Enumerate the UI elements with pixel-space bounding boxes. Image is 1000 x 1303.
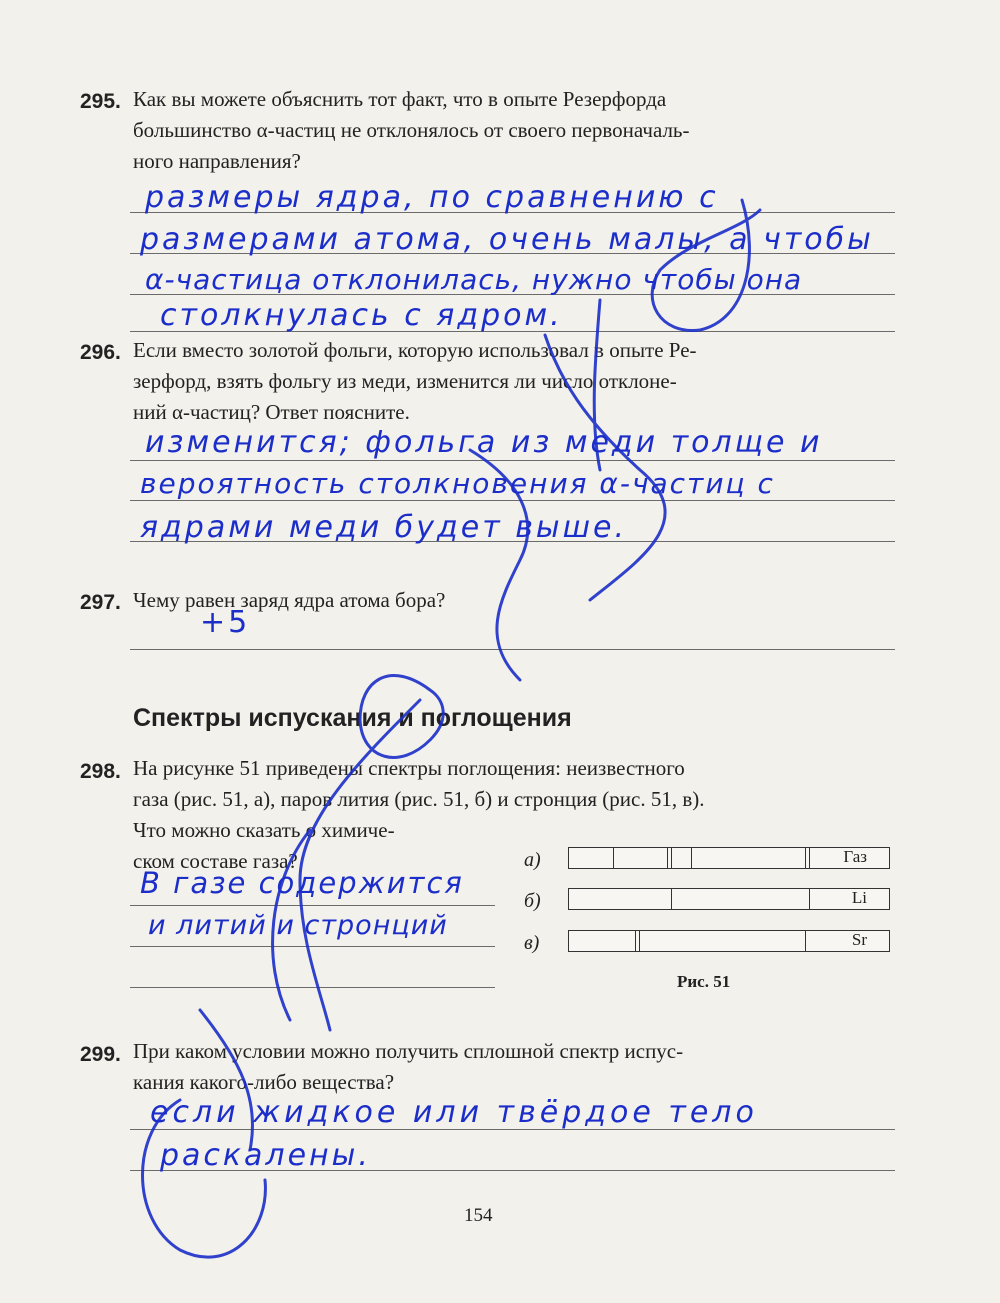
spectrum-label: в) — [524, 932, 540, 954]
handwritten-answer-line: если жидкое или твёрдое тело — [150, 1095, 758, 1130]
question-line: Что можно сказать о химиче- — [133, 818, 395, 842]
handwritten-answer-line: и литий и стронций — [148, 910, 448, 941]
handwritten-answer-line: В газе содержится — [140, 866, 464, 900]
handwritten-answer-line: ядрами меди будет выше. — [140, 510, 628, 545]
pen-stroke — [545, 335, 665, 600]
handwritten-answer-line: α-частица отклонилась, нужно чтобы она — [145, 263, 803, 296]
page-number: 154 — [464, 1205, 493, 1226]
figure-caption: Рис. 51 — [677, 972, 731, 991]
question-number: 297. — [80, 591, 121, 614]
question-line: Если вместо золотой фольги, которую использовал в опыте Ре- — [133, 338, 697, 362]
handwritten-answer-line: изменится; фольга из меди толще и — [145, 425, 823, 460]
handwritten-answer-line: столкнулась с ядром. — [160, 298, 563, 333]
handwritten-answer-line: +5 — [200, 605, 251, 640]
handwritten-answer-line: вероятность столкновения α-частиц с — [140, 467, 775, 500]
spectrum-label: б) — [524, 890, 541, 912]
question-line: Чему равен заряд ядра атома бора? — [133, 588, 446, 612]
section-title: Спектры испускания и поглощения — [133, 704, 572, 732]
handwritten-answer-line: размерами атома, очень малы, а чтобы — [140, 222, 874, 257]
question-line: На рисунке 51 приведены спектры поглощения: неизвестного — [133, 756, 685, 780]
handwritten-answer-line: размеры ядра, по сравнению с — [145, 180, 719, 215]
spectrum-name: Li — [851, 888, 867, 907]
question-number: 295. — [80, 90, 121, 113]
question-line: Как вы можете объяснить тот факт, что в опыте Резерфорда — [133, 87, 667, 111]
question-line: зерфорд, взять фольгу из меди, изменится ли число отклоне- — [133, 369, 677, 393]
question-number: 296. — [80, 341, 121, 364]
handwritten-answer-line: раскалены. — [160, 1138, 371, 1173]
spectrum-label: а) — [524, 849, 541, 871]
spectrum-name: Газ — [843, 847, 867, 866]
pen-stroke — [200, 1010, 253, 1150]
question-number: 299. — [80, 1043, 121, 1066]
question-line: большинство α-частиц не отклонялось от своего первоначаль- — [133, 118, 690, 142]
question-line: При каком условии можно получить сплошной спектр испус- — [133, 1039, 684, 1063]
question-number: 298. — [80, 760, 121, 783]
question-line: ного направления? — [133, 149, 301, 173]
pen-stroke-loop-top — [652, 200, 760, 330]
pen-stroke-loop-bottom — [143, 1100, 266, 1257]
question-line: ний α-частиц? Ответ поясните. — [133, 400, 410, 424]
question-line: газа (рис. 51, а), паров лития (рис. 51, б) и стронция (рис. 51, в). — [133, 787, 705, 811]
pen-stroke — [300, 700, 420, 1030]
question-line: кания какого-либо вещества? — [133, 1070, 395, 1094]
spectrum-name: Sr — [851, 930, 867, 949]
pen-stroke — [594, 300, 600, 470]
pen-stroke — [470, 450, 528, 680]
question-line: ском составе газа? — [133, 849, 298, 873]
